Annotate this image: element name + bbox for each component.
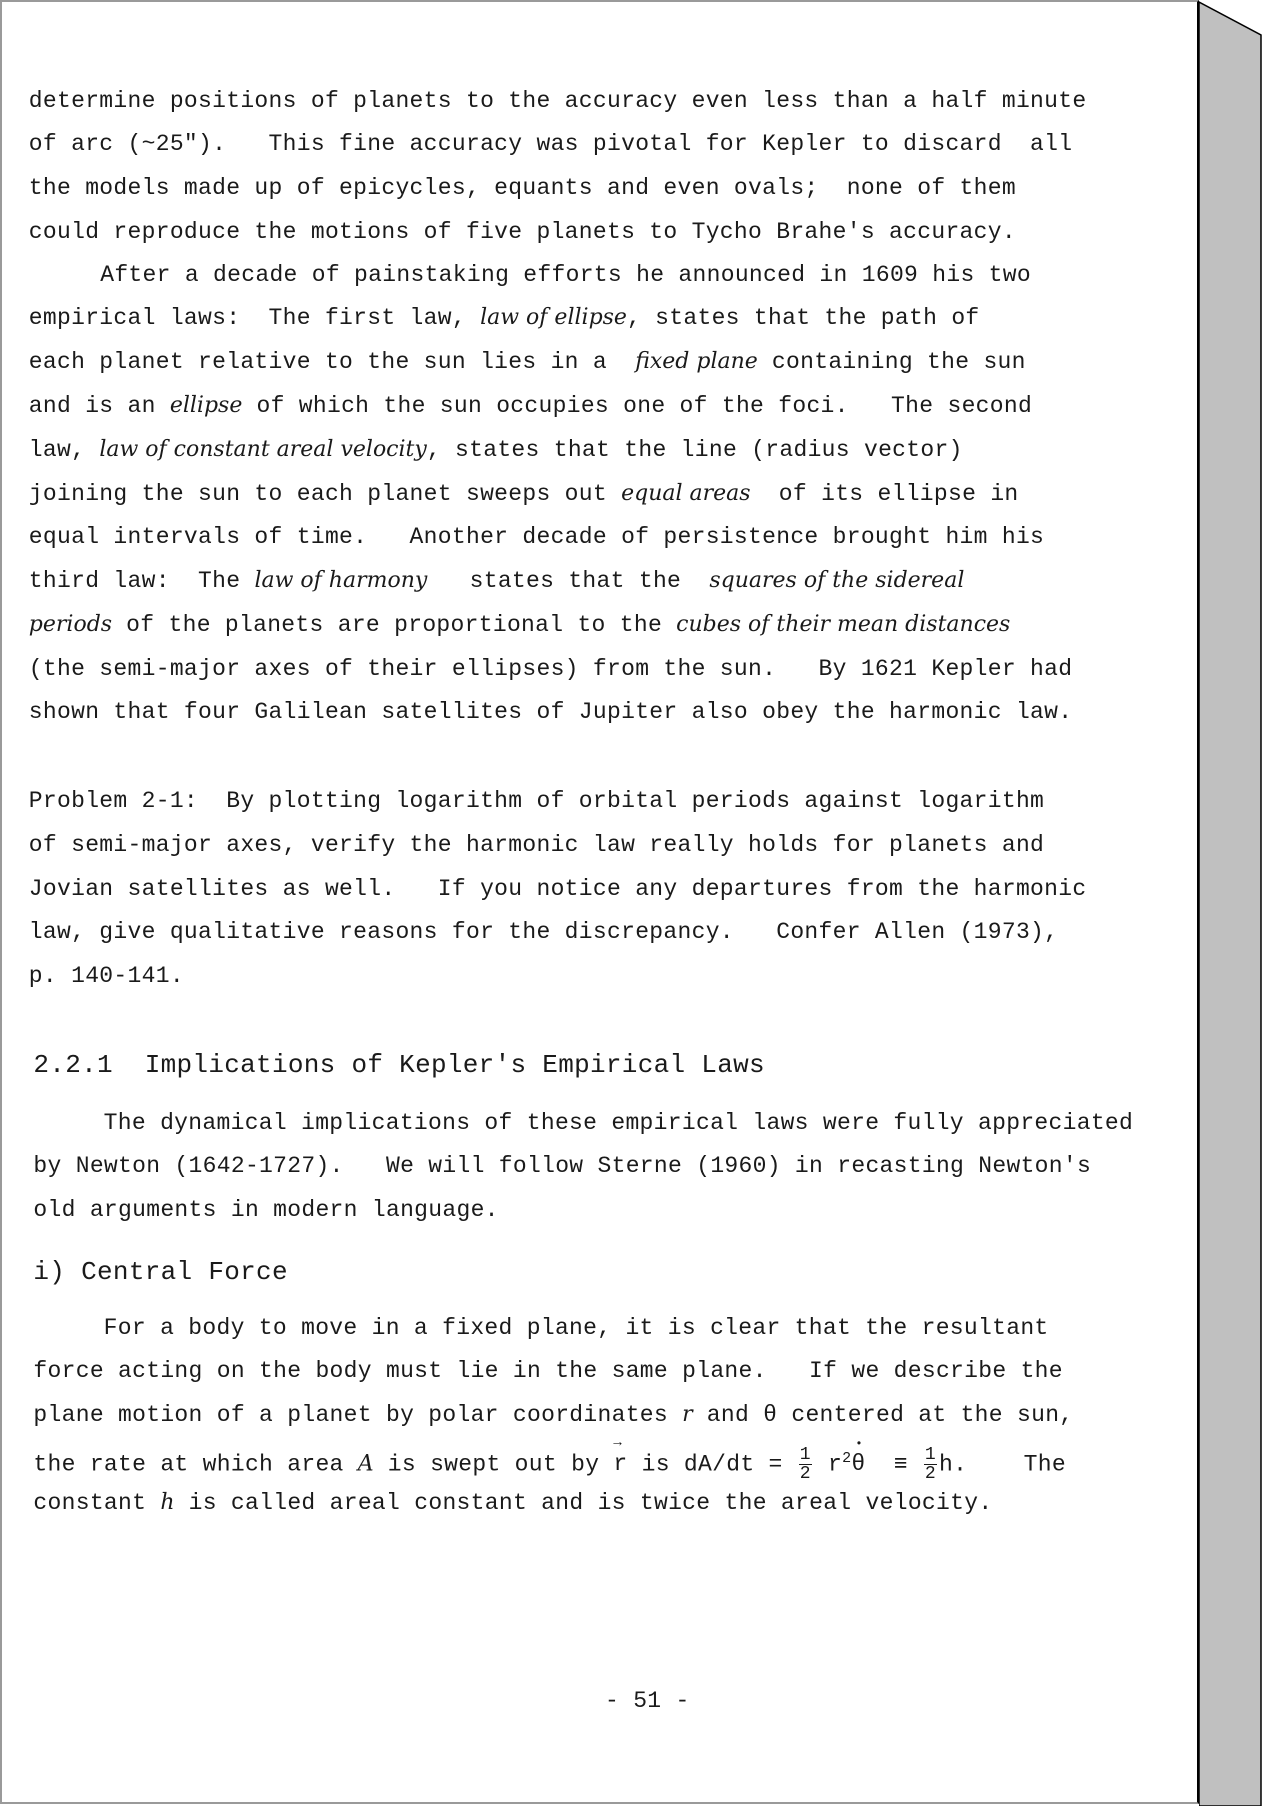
text-line [33, 1490, 992, 1516]
text-line [29, 919, 1058, 945]
text-segment: law, [28, 436, 100, 463]
italic-term: fixed plane [635, 349, 758, 375]
text-segment: old arguments in modern language. [33, 1197, 499, 1224]
italic-term: law of harmony [254, 568, 428, 594]
text-segment: of the planets are proportional to the [112, 611, 677, 638]
text-segment: h. The [939, 1451, 1066, 1478]
text-segment: → r [613, 1451, 627, 1477]
text-segment: and θ centered at the sun, [692, 1402, 1074, 1429]
text-segment: constant [33, 1489, 161, 1516]
text-segment: of its ellipse in [750, 480, 1019, 507]
text-segment: and is an [28, 392, 170, 419]
text-segment: containing the sun [757, 349, 1026, 376]
text-line [29, 131, 1073, 157]
text-line [29, 612, 1011, 638]
italic-term: squares of the sidereal [709, 568, 965, 594]
text-line [33, 1402, 1073, 1428]
text-line [29, 219, 1016, 245]
text-segment: is dA/dt = [627, 1451, 797, 1478]
text-line [29, 832, 1044, 858]
text-segment: , states that the line (radius vector) [426, 436, 963, 463]
text-segment: The dynamical implications of these empirical laws were fully appreciated [103, 1109, 1134, 1136]
page-stack-edge [1199, 0, 1263, 1806]
text-line [29, 88, 1087, 114]
text-line [29, 305, 980, 331]
text-line [100, 262, 1031, 288]
text-line [104, 1110, 1133, 1136]
text-segment: states that the [427, 568, 710, 595]
text-segment: third law: The [28, 568, 255, 595]
text-line [33, 1446, 1066, 1483]
text-segment: plane motion of a planet by polar coordinates [33, 1402, 683, 1429]
text-segment: joining the sun to each planet sweeps out [28, 480, 622, 507]
text-line [29, 699, 1073, 725]
text-line [104, 1315, 1049, 1341]
text-segment: each planet relative to the sun lies in a [28, 349, 636, 376]
text-segment: could reproduce the motions of five planets to Tycho Brahe's accuracy. [28, 219, 1016, 245]
text-segment: r [813, 1451, 843, 1478]
text-line [33, 1153, 1091, 1179]
text-line [33, 1197, 498, 1223]
text-segment: the rate at which area [33, 1451, 358, 1478]
italic-term: r [682, 1402, 693, 1428]
section-heading [33, 1050, 765, 1080]
text-segment: of which the sun occupies one of the foci. The second [242, 392, 1033, 419]
text-segment: After a decade of painstaking efforts he announced in 1609 his two [100, 261, 1031, 288]
text-segment: • θ [851, 1451, 865, 1477]
text-segment: is called areal constant and is twice the areal velocity. [174, 1489, 993, 1516]
text-line [29, 876, 1087, 902]
text-segment: law, give qualitative reasons for the discrepancy. Confer Allen (1973), [28, 919, 1059, 946]
text-segment: the models made up of epicycles, equants and even ovals; none of them [28, 175, 1016, 202]
text-segment: by Newton (1642-1727). We will follow Sterne (1960) in recasting Newton's [33, 1153, 1092, 1180]
fraction [924, 1446, 937, 1483]
italic-term: A [357, 1451, 374, 1477]
text-line [29, 524, 1044, 550]
text-segment: For a body to move in a fixed plane, it is clear that the resultant [103, 1314, 1049, 1341]
text-line [29, 568, 965, 594]
text-line [29, 963, 184, 989]
text-line [29, 175, 1016, 201]
text-segment: of arc (~25"). This fine accuracy was pivotal for Kepler to discard all [28, 131, 1073, 158]
italic-term: periods [28, 611, 113, 637]
text-segment: Jovian satellites as well. If you notice any departures from the harmonic [28, 875, 1087, 902]
text-segment: (the semi-major axes of their ellipses) from the sun. By 1621 Kepler had [28, 655, 1073, 682]
section-heading [33, 1257, 287, 1287]
italic-term: cubes of their mean distances [676, 611, 1011, 637]
text-line [29, 437, 963, 463]
fraction-part: 2 [924, 1463, 937, 1484]
text-line [29, 349, 1026, 375]
text-line [33, 1358, 1062, 1384]
fraction-part: 1 [924, 1444, 937, 1465]
text-segment: shown that four Galilean satellites of Jupiter also obey the harmonic law. [28, 699, 1073, 726]
text-line [29, 393, 1032, 419]
text-line [29, 656, 1073, 682]
text-segment: 2 [842, 1449, 852, 1467]
italic-term: h [160, 1489, 175, 1515]
text-segment: p. 140-141. [28, 963, 184, 990]
text-segment: equal intervals of time. Another decade of persistence brought him his [28, 524, 1045, 551]
page-number: - 51 - [605, 1688, 690, 1714]
text-segment: of semi-major axes, verify the harmonic law really holds for planets and [28, 831, 1045, 858]
italic-term: ellipse [169, 392, 243, 418]
text-segment: empirical laws: The first law, [28, 305, 481, 332]
fraction [799, 1446, 812, 1483]
text-segment: 2.2.1 Implications of Kepler's Empirical Laws [33, 1049, 765, 1080]
italic-term: equal areas [621, 480, 751, 506]
italic-term: law of ellipse [480, 305, 627, 331]
fraction-part: 2 [799, 1463, 811, 1484]
text-segment: is swept out by [373, 1451, 614, 1478]
text-segment: determine positions of planets to the accuracy even less than a half minute [28, 87, 1087, 114]
text-segment: Problem 2-1: By plotting logarithm of orbital periods against logarithm [28, 788, 1045, 815]
text-segment: force acting on the body must lie in the same plane. If we describe the [33, 1358, 1063, 1385]
text-segment: i) Central Force [33, 1256, 288, 1287]
fraction-part: 1 [799, 1444, 811, 1465]
text-line [29, 788, 1044, 814]
italic-term: law of constant areal velocity [99, 436, 427, 462]
text-segment: , states that the path of [626, 305, 980, 332]
text-segment: ≡ [865, 1451, 922, 1478]
text-line [29, 481, 1019, 507]
